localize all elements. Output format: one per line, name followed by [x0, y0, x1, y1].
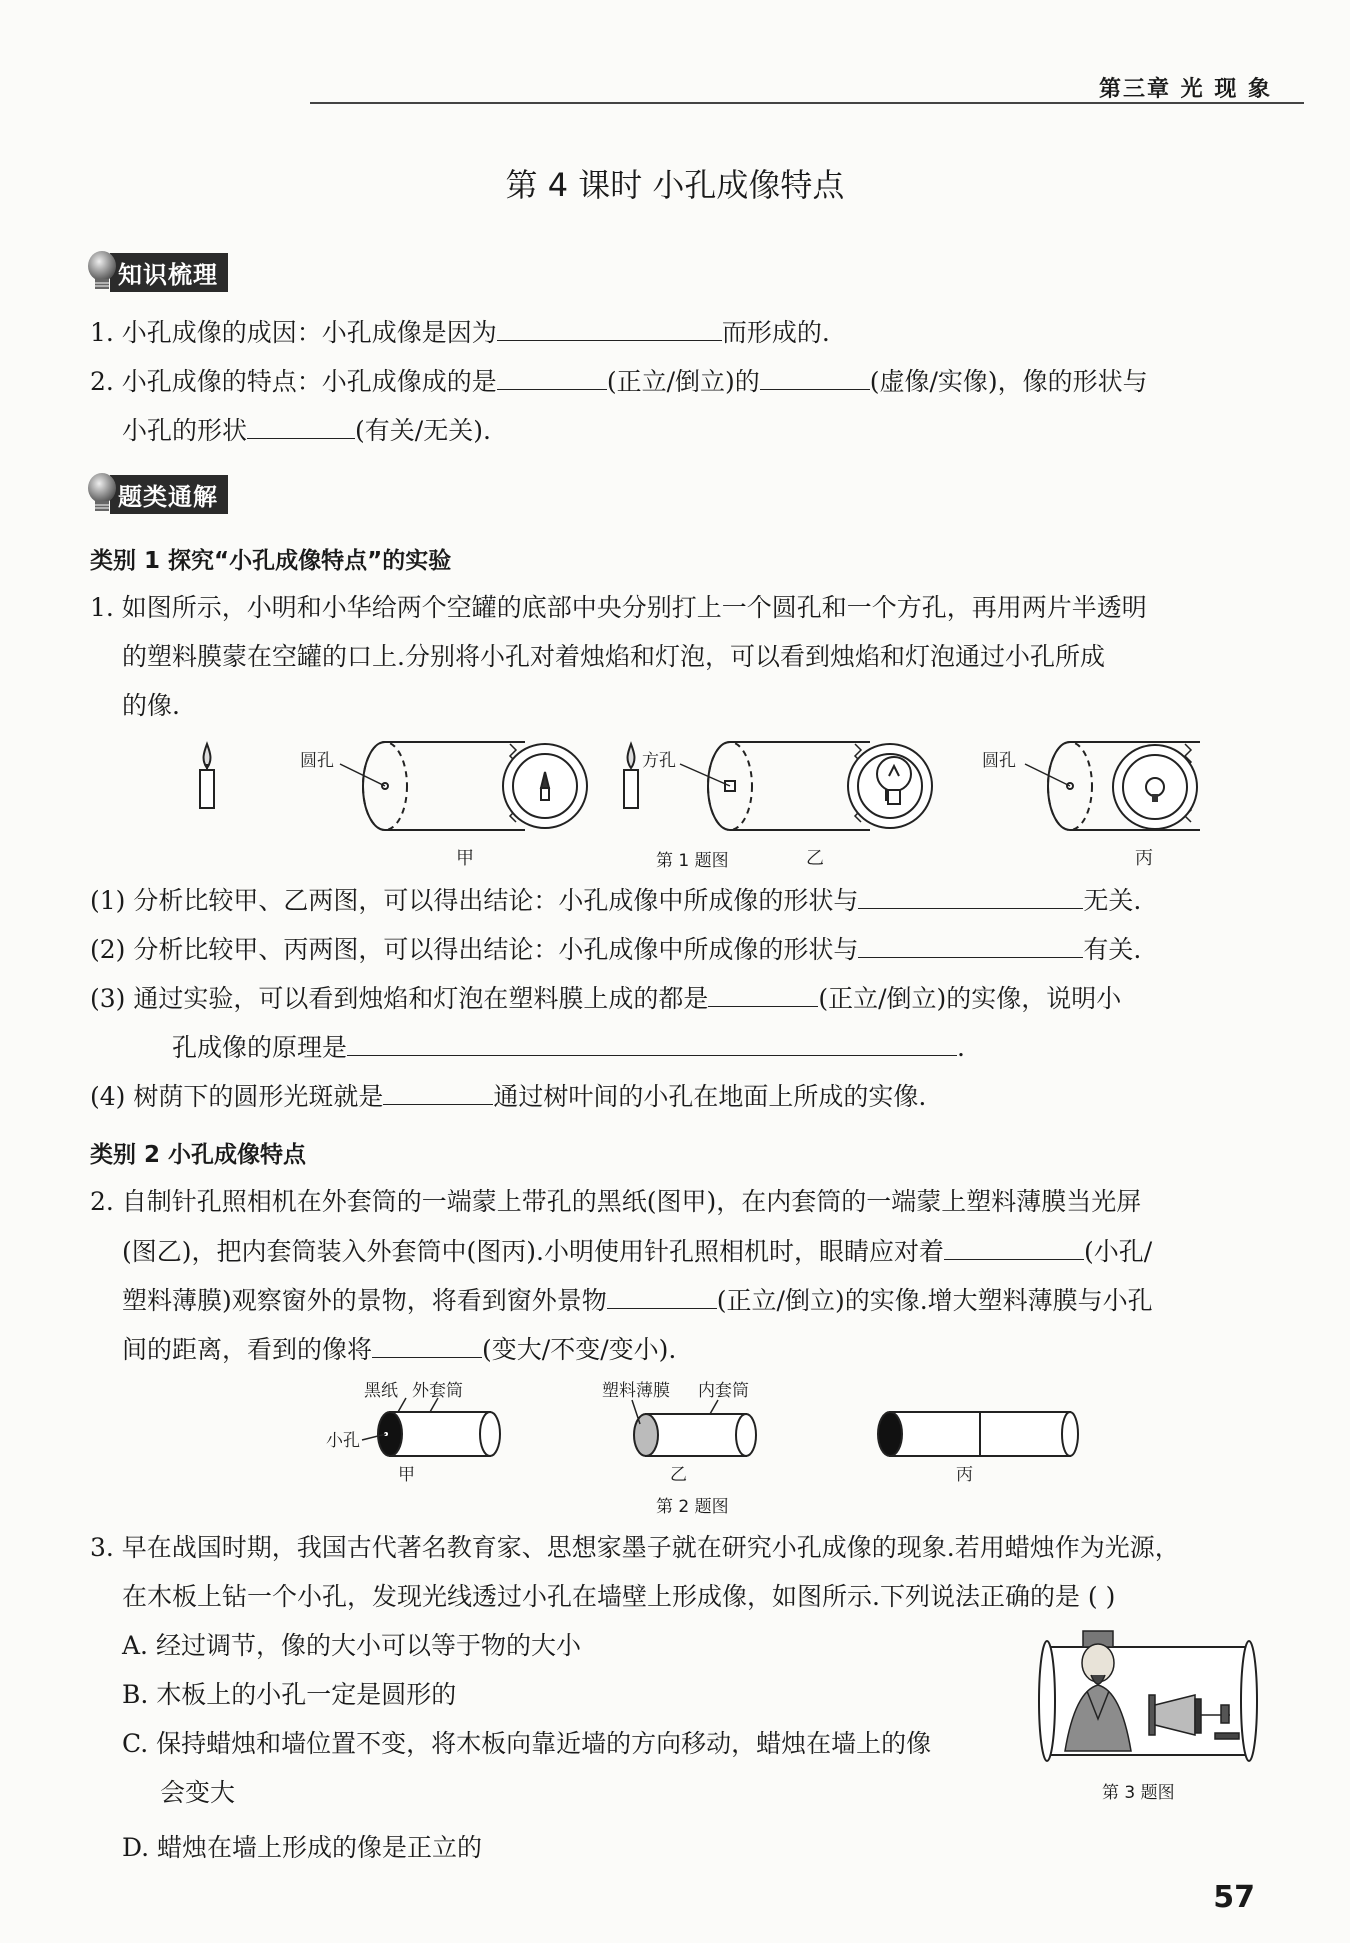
q2-line-4 — [122, 1331, 676, 1368]
fig2-label-yi: 乙 — [670, 1465, 687, 1485]
answer-blank[interactable] — [708, 980, 818, 1007]
answer-blank[interactable] — [760, 363, 870, 390]
outer-tube-jia — [362, 1398, 500, 1456]
q1-sub-4 — [90, 1078, 926, 1115]
fig2-label-jia: 甲 — [398, 1465, 415, 1485]
category-1-title: 类别 1 探究“小孔成像特点”的实验 — [90, 548, 452, 574]
fig2-label-inner-tube: 内套筒 — [698, 1381, 749, 1401]
fig1-label-round-hole: 圆孔 — [300, 751, 334, 771]
q3-option-c-cont: 会变大 — [160, 1778, 236, 1807]
text: (1) 分析比较甲、乙两图，可以得出结论：小孔成像中所成像的形状与 — [90, 886, 859, 915]
text: 无关. — [1083, 886, 1142, 915]
text: (正立/倒立)的实像，说明小 — [818, 984, 1122, 1013]
answer-blank[interactable] — [372, 1331, 482, 1358]
can-bing-endcap — [1110, 742, 1200, 832]
answer-blank[interactable] — [858, 882, 1083, 909]
text: (变大/不变/变小). — [482, 1335, 677, 1364]
fig1-label-yi: 乙 — [806, 848, 824, 869]
answer-blank[interactable] — [497, 363, 607, 390]
knowledge-item-1 — [90, 314, 830, 351]
q2-line-2 — [122, 1233, 1152, 1270]
section-tag-knowledge — [86, 250, 228, 294]
text: 孔成像的原理是 — [172, 1033, 348, 1062]
text: (图乙)，把内套筒装入外套筒中(图丙).小明使用针孔照相机时，眼睛应对着 — [122, 1237, 944, 1266]
lesson-title: 第 4 课时 小孔成像特点 — [505, 166, 845, 204]
answer-blank[interactable] — [944, 1233, 1084, 1260]
q3-option-c[interactable]: C. 保持蜡烛和墙位置不变，将木板向靠近墙的方向移动，蜡烛在墙上的像 — [122, 1729, 932, 1758]
q1-line-3: 的像. — [122, 691, 180, 720]
q2-line-3 — [122, 1282, 1153, 1319]
figure-2 — [320, 1378, 1080, 1488]
chapter-header: 第三章 光 现 象 — [1099, 77, 1272, 102]
q1-line-2: 的塑料膜蒙在空罐的口上.分别将小孔对着烛焰和灯泡，可以看到烛焰和灯泡通过小孔所成 — [122, 642, 1105, 671]
category-2-title: 类别 2 小孔成像特点 — [90, 1142, 307, 1168]
text: (2) 分析比较甲、丙两图，可以得出结论：小孔成像中所成像的形状与 — [90, 935, 859, 964]
answer-blank[interactable] — [607, 1282, 717, 1309]
q3-line-1: 3. 早在战国时期，我国古代著名教育家、思想家墨子就在研究小孔成像的现象.若用蜡烛作为光源， — [90, 1533, 1180, 1562]
inner-tube-yi — [632, 1400, 756, 1456]
header-rule — [310, 102, 1304, 104]
answer-blank[interactable] — [247, 412, 355, 439]
page-number: 57 — [1213, 1880, 1255, 1915]
q2-line-1: 2. 自制针孔照相机在外套筒的一端蒙上带孔的黑纸(图甲)，在内套筒的一端蒙上塑料薄膜当光屏 — [90, 1187, 1142, 1216]
fig2-label-small-hole: 小孔 — [326, 1431, 360, 1451]
can-jia — [340, 742, 587, 830]
fig1-label-square-hole: 方孔 — [642, 751, 676, 771]
section-tag-practice — [86, 472, 228, 516]
text: (正立/倒立)的 — [606, 367, 760, 396]
text: (小孔/ — [1083, 1237, 1153, 1266]
answer-blank[interactable] — [497, 314, 722, 341]
answer-blank[interactable] — [858, 931, 1083, 958]
text: (正立/倒立)的实像.增大塑料薄膜与小孔 — [716, 1286, 1153, 1315]
candle-icon — [200, 744, 214, 808]
text: 通过树叶间的小孔在地面上所成的实像. — [493, 1082, 927, 1111]
q1-line-1: 1. 如图所示，小明和小华给两个空罐的底部中央分别打上一个圆孔和一个方孔，再用两片半透明 — [90, 593, 1147, 622]
q3-line-2: 在木板上钻一个小孔，发现光线透过小孔在墙壁上形成像，如图所示.下列说法正确的是 ( ) — [122, 1582, 1116, 1611]
fig3-caption: 第 3 题图 — [1102, 1783, 1175, 1803]
q3-option-b[interactable]: B. 木板上的小孔一定是圆形的 — [122, 1680, 457, 1709]
lightbulb-icon — [86, 472, 118, 516]
q1-sub-3 — [90, 980, 1121, 1017]
q3-option-d[interactable]: D. 蜡烛在墙上形成的像是正立的 — [122, 1833, 483, 1862]
fig2-label-black-paper: 黑纸 — [364, 1381, 398, 1401]
fig2-caption: 第 2 题图 — [656, 1497, 729, 1517]
answer-blank[interactable] — [383, 1078, 493, 1105]
fig2-label-bing: 丙 — [956, 1465, 973, 1485]
text: (3) 通过实验，可以看到烛焰和灯泡在塑料膜上成的都是 — [90, 984, 709, 1013]
section-label-practice: 题类通解 — [110, 475, 228, 514]
text: 小孔的形状 — [122, 416, 248, 445]
text: (4) 树荫下的圆形光斑就是 — [90, 1082, 384, 1111]
text: 塑料薄膜)观察窗外的景物，将看到窗外景物 — [122, 1286, 607, 1315]
section-label-knowledge: 知识梳理 — [110, 253, 228, 292]
fig1-label-jia: 甲 — [456, 848, 474, 869]
fig1-caption: 第 1 题图 — [656, 851, 729, 871]
text: 2. 小孔成像的特点：小孔成像成的是 — [90, 367, 497, 396]
fig2-label-plastic-film: 塑料薄膜 — [602, 1381, 670, 1401]
candle-icon — [624, 744, 638, 808]
q1-sub-3-cont — [172, 1029, 965, 1066]
text: 间的距离，看到的像将 — [122, 1335, 373, 1364]
text: 1. 小孔成像的成因：小孔成像是因为 — [90, 318, 497, 347]
fig2-label-outer-tube: 外套筒 — [412, 1381, 463, 1401]
answer-blank[interactable] — [347, 1029, 957, 1056]
fig1-label-round-hole-2: 圆孔 — [982, 751, 1016, 771]
q1-sub-1 — [90, 882, 1141, 919]
text: (有关/无关). — [355, 416, 491, 445]
fig1-label-bing: 丙 — [1135, 848, 1153, 869]
text: (虚像/实像)，像的形状与 — [869, 367, 1148, 396]
knowledge-item-2-cont — [122, 412, 491, 449]
assembled-tube-bing — [878, 1412, 1078, 1456]
knowledge-item-2 — [90, 363, 1148, 400]
q1-sub-2 — [90, 931, 1141, 968]
q3-option-a[interactable]: A. 经过调节，像的大小可以等于物的大小 — [122, 1631, 581, 1660]
figure-3-mozi-scroll — [1035, 1625, 1265, 1775]
text: . — [957, 1033, 965, 1062]
text: 有关. — [1083, 935, 1142, 964]
text: 而形成的. — [721, 318, 830, 347]
lightbulb-icon — [86, 250, 118, 294]
